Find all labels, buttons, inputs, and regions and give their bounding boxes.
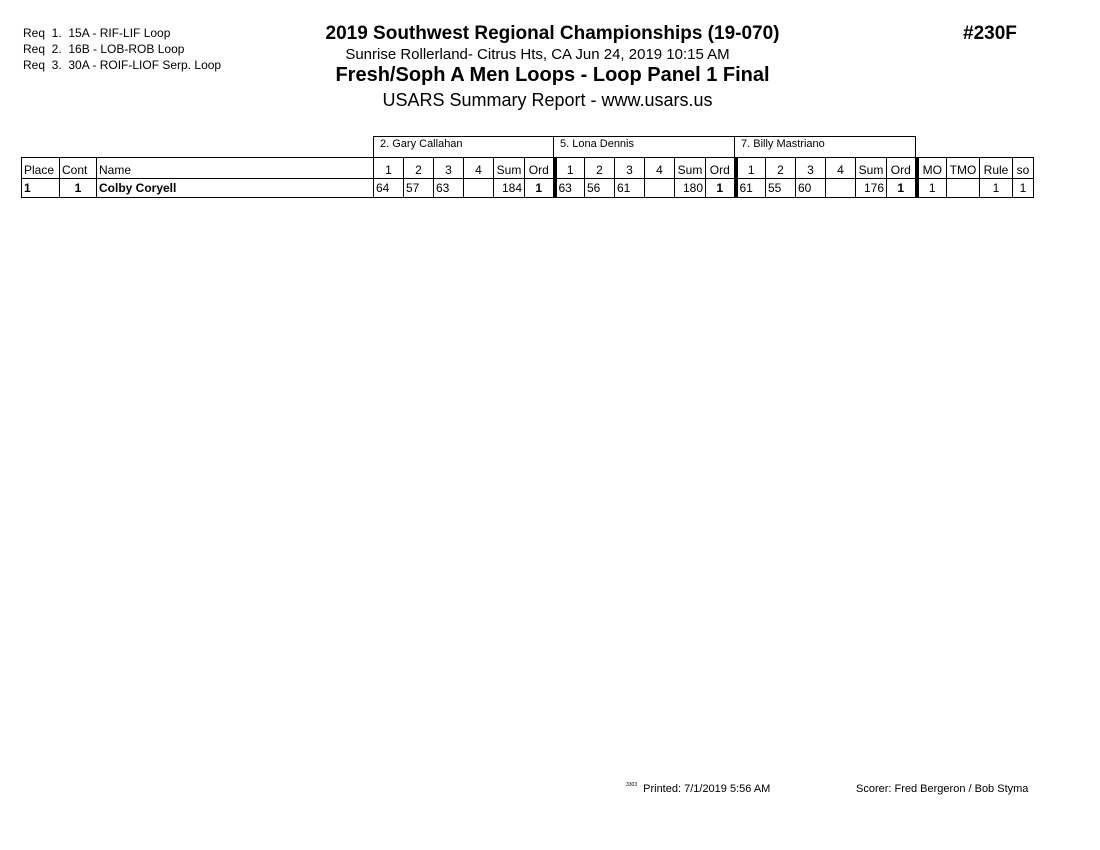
col-rule: Rule — [980, 158, 1013, 179]
requirement-item: Req 2. 16B - LOB-ROB Loop — [23, 42, 185, 56]
col-score-1: 1 — [374, 158, 404, 179]
report-title: USARS Summary Report - www.usars.us — [382, 90, 713, 110]
scorer-info: Scorer: Fred Bergeron / Bob Styma — [856, 783, 1029, 795]
cell-score: 55 — [766, 179, 796, 198]
cell-score: 60 — [796, 179, 826, 198]
cell-sum: 184 — [494, 179, 525, 198]
col-sum: Sum — [675, 158, 706, 179]
cell-score: 56 — [585, 179, 615, 198]
col-score-3: 3 — [796, 158, 826, 179]
cell-score: 57 — [404, 179, 434, 198]
col-ord: Ord — [706, 158, 736, 179]
judge-name: 5. Lona Dennis — [554, 137, 735, 157]
judge-name: 7. Billy Mastriano — [735, 137, 916, 157]
col-score-2: 2 — [766, 158, 796, 179]
table-header-row — [22, 158, 1034, 179]
col-score-1: 1 — [736, 158, 766, 179]
col-score-4: 4 — [464, 158, 494, 179]
col-sum: Sum — [856, 158, 887, 179]
tiny-code: 3303 — [626, 782, 638, 788]
col-score-3: 3 — [434, 158, 464, 179]
col-mo: MO — [917, 158, 947, 179]
competition-title: 2019 Southwest Regional Championships (19-070) — [325, 23, 780, 44]
cell-ord: 1 — [525, 179, 555, 198]
cell-so: 1 — [1013, 179, 1034, 198]
col-cont: Cont — [60, 158, 97, 179]
cell-score — [826, 179, 856, 198]
col-tmo: TMO — [947, 158, 980, 179]
cell-ord: 1 — [706, 179, 736, 198]
col-ord: Ord — [887, 158, 917, 179]
judge-name: 2. Gary Callahan — [374, 137, 554, 157]
col-ord: Ord — [525, 158, 555, 179]
col-score-2: 2 — [404, 158, 434, 179]
event-title: Fresh/Soph A Men Loops - Loop Panel 1 Final — [335, 64, 770, 86]
cell-mo: 1 — [917, 179, 947, 198]
cell-score — [645, 179, 675, 198]
cell-tmo — [947, 179, 980, 198]
cell-name: Colby Coryell — [97, 179, 374, 198]
requirement-item: Req 1. 15A - RIF-LIF Loop — [23, 26, 171, 40]
cell-ord: 1 — [887, 179, 917, 198]
col-score-2: 2 — [585, 158, 615, 179]
cell-score: 63 — [434, 179, 464, 198]
col-score-1: 1 — [555, 158, 585, 179]
cell-score: 61 — [615, 179, 645, 198]
col-score-3: 3 — [615, 158, 645, 179]
requirements-list — [23, 25, 221, 73]
cell-sum: 180 — [675, 179, 706, 198]
cell-rule: 1 — [980, 179, 1013, 198]
results-table — [21, 157, 1034, 198]
table-row — [22, 179, 1034, 198]
cell-score: 64 — [374, 179, 404, 198]
judge-header-table — [373, 136, 916, 157]
col-score-4: 4 — [645, 158, 675, 179]
event-number: #230F — [963, 23, 1017, 44]
location-datetime: Sunrise Rollerland- Citrus Hts, CA Jun 24, 2019 10:15 AM — [345, 46, 730, 63]
cell-cont: 1 — [60, 179, 97, 198]
cell-score: 63 — [555, 179, 585, 198]
col-so: so — [1013, 158, 1034, 179]
printed-date: Printed: 7/1/2019 5:56 AM — [643, 783, 771, 795]
cell-place: 1 — [22, 179, 60, 198]
col-sum: Sum — [494, 158, 525, 179]
col-place: Place — [22, 158, 60, 179]
cell-sum: 176 — [856, 179, 887, 198]
cell-score — [464, 179, 494, 198]
col-name: Name — [97, 158, 374, 179]
requirement-item: Req 3. 30A - ROIF-LIOF Serp. Loop — [23, 58, 222, 72]
cell-score: 61 — [736, 179, 766, 198]
printed-info — [626, 783, 770, 795]
col-score-4: 4 — [826, 158, 856, 179]
